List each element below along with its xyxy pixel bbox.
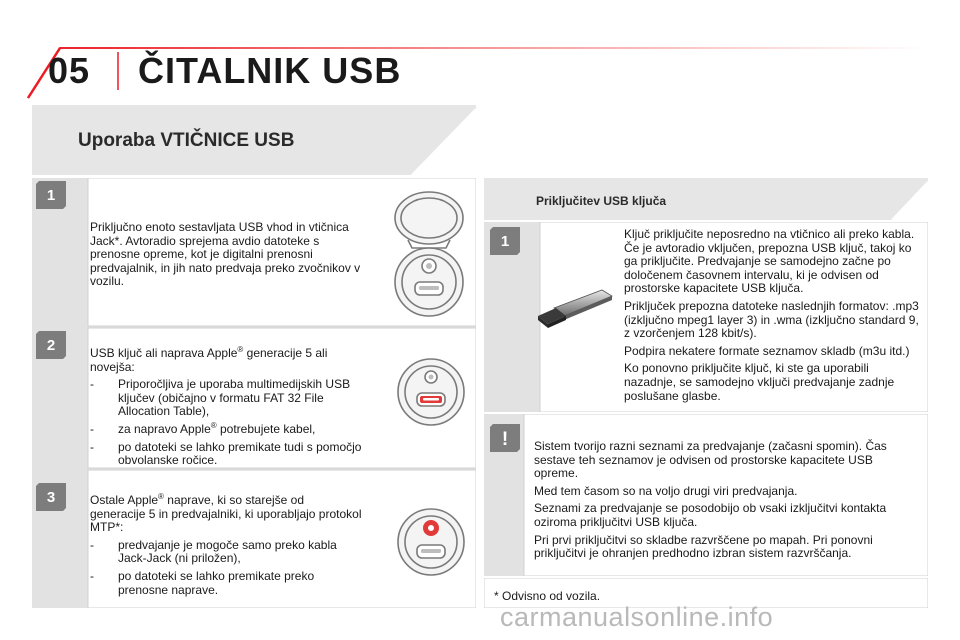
step-2-badge xyxy=(36,331,66,359)
step-3-bullet-2: - po datoteki se lahko premikate preko prenosne naprave. xyxy=(90,568,315,597)
chapter-number: 05 xyxy=(48,50,91,91)
usb-jack-socket-open-icon xyxy=(388,188,470,320)
step-1-number: 1 xyxy=(46,187,56,204)
right-step-1-number: 1 xyxy=(500,233,510,250)
right-step-1-badge xyxy=(490,227,520,255)
right-step-1-text xyxy=(624,228,924,407)
step-3-badge xyxy=(36,483,66,511)
step-1-badge xyxy=(36,181,66,209)
warning-paragraph-1: Sistem tvorijo razni seznami za predvajanje (začasni spomin). Čas sestave teh seznamov je odvisen od prostorske kapacitete USB opreme. xyxy=(534,439,887,481)
warning-badge xyxy=(490,424,520,452)
section-title: Uporaba VTIČNICE USB xyxy=(78,130,295,151)
step-1-paragraph: Priključno enoto sestavljata USB vhod in vtičnica Jack*. Avtoradio sprejema avdio datoteke s prenosne opreme, kot je digitalni prenosni predvajalnik, in jih nato predvaja preko zvočnikov v vozilu. xyxy=(90,220,361,289)
step-2-intro: USB ključ ali naprava Apple® generacije 5 ali novejša: xyxy=(90,345,328,374)
warning-text xyxy=(534,440,916,565)
right-step-1-paragraph-4: Ko ponovno priključite ključ, ki ste ga uporabili nazadnje, se samodejno vključi predvajanje zadnje poslušane glasbe. xyxy=(624,361,895,403)
step-3-intro: Ostale Apple® naprave, ki so starejše od generacije 5 in predvajalniki, ki uporabljajo protokol MTP*: xyxy=(90,492,362,535)
step-2-number: 2 xyxy=(46,337,56,354)
usb-key-icon xyxy=(532,286,614,332)
step-3-bullet-1: - predvajanje je mogoče samo preko kabla Jack-Jack (ni priložen), xyxy=(90,537,337,566)
step-2-bullet-1: - Priporočljiva je uporaba multimedijskih USB ključev (običajno v formatu FAT 32 File Allocation Table), xyxy=(90,377,351,419)
chapter-title: ČITALNIK USB xyxy=(138,50,402,91)
right-step-1-paragraph-3: Podpira nekatere formate seznamov skladb (m3u itd.) xyxy=(624,343,910,358)
step-1-text xyxy=(90,221,362,293)
step-3-text xyxy=(90,494,362,601)
step-2-bullet-2: - za napravo Apple® potrebujete kabel, xyxy=(90,420,316,436)
warning-icon: ! xyxy=(501,429,509,450)
step-2-bullet-3: - po datoteki se lahko premikate tudi s pomočjo obvolanske ročice. xyxy=(90,439,362,468)
right-step-1-paragraph-1: Ključ priključite neposredno na vtičnico ali preko kabla. Če je avtoradio vključen, prepozna USB ključ, takoj ko ga priključite. Predvajanje se samodejno začne po določenem časovnem intervalu, ki je odvisen od prostorske kapacitete USB ključa. xyxy=(624,227,915,296)
step-2-text xyxy=(90,347,362,472)
watermark: carmanualsonline.info xyxy=(500,602,774,632)
right-step-1-paragraph-2: Priključek prepozna datoteke naslednjih formatov: .mp3 (izključno mpeg1 layer 3) in .wma (izključno standard 9, z vzorčenjem 128 kbit/s). xyxy=(624,298,919,341)
warning-paragraph-2: Med tem časom so na voljo drugi viri predvajanja. xyxy=(534,483,798,498)
step-3-number: 3 xyxy=(46,489,56,506)
footnote: * Odvisno od vozila. xyxy=(494,589,601,603)
jack-socket-highlight-icon xyxy=(396,507,466,577)
warning-paragraph-3: Seznami za predvajanje se posodobijo ob vsaki izključitvi kontakta oziroma priključitvi USB ključa. xyxy=(534,501,887,529)
usb-socket-highlight-icon xyxy=(396,357,466,427)
right-heading: Priključitev USB ključa xyxy=(536,194,667,208)
warning-paragraph-4: Pri prvi priključitvi so skladbe razvrščene po mapah. Pri ponovni priključitvi je ohranjen predhodno izbran sistem razvrščanja. xyxy=(534,532,873,561)
